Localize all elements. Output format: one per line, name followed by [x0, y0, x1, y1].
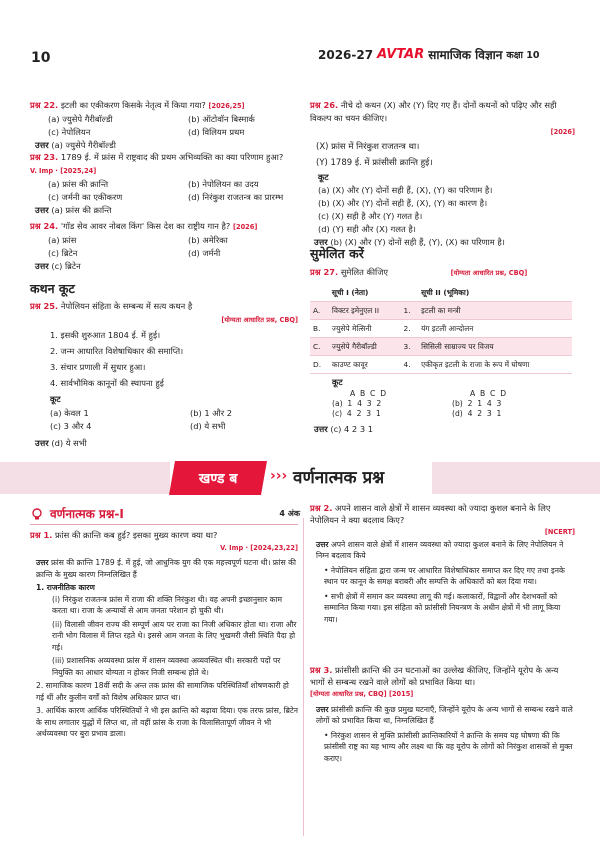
- answer-intro: फ्रांसीसी क्रान्ति की कुछ प्रमुख घटनाएँ, जिन्होंने यूरोप के अन्य भागों से सम्बन्ध रखने वाले लोगों को प्रभावित किया था, निम्नलिखित हैं: [316, 704, 573, 725]
- q-tag: [2026]: [550, 128, 575, 136]
- banner-title: वर्णनात्मक प्रश्न: [293, 468, 385, 488]
- q-label: प्रश्न 3.: [310, 665, 333, 675]
- q-text: नेपोलियन संहिता के सम्बन्ध में सत्य कथन है: [60, 301, 193, 311]
- header-subject: सामाजिक विज्ञान: [428, 48, 503, 62]
- question-27: [310, 266, 575, 436]
- option: (c) 4 2 3 1: [332, 409, 381, 418]
- bullet-text: निरंकुश शासन से मुक्ति फ्रांसीसी क्रान्तिकारियों ने क्रान्ति के समय यह घोषणा की कि फ्रांसीसी राष्ट्र का यह भाग्य और लक्ष्य था कि वह यूरोप के लोगों को निरंकुश शासकों से मुक्त कराए।: [324, 730, 573, 763]
- koot-label: कूट: [50, 394, 61, 404]
- option: (c) 3 और 4: [50, 421, 92, 431]
- answer-label: उत्तर: [35, 205, 49, 215]
- q-tag: [योग्यता आधारित प्रश्न, CBQ]: [450, 269, 528, 277]
- q-label: प्रश्न 25.: [30, 301, 59, 311]
- cell: 1.: [401, 302, 419, 320]
- question-25: [30, 300, 298, 450]
- bullet-point: • निरंकुश शासन से मुक्ति फ्रांसीसी क्रान्तिकारियों ने क्रान्ति के समय यह घोषणा की कि फ्रांसीसी राष्ट्र का यह भाग्य और लक्ष्य था कि वह यूरोप के लोगों को निरंकुश शासकों से मुक्त कराए।: [324, 730, 573, 763]
- q-tag: [NCERT]: [544, 528, 575, 536]
- descriptive-heading-label: वर्णनात्मक प्रश्न-I: [50, 507, 124, 521]
- statement: 2. जन्म आधारित विशेषाधिकार की समाप्ति।: [50, 346, 184, 356]
- answer-label: उत्तर: [314, 237, 328, 247]
- answer-label: उत्तर: [316, 539, 329, 549]
- option: (d) (Y) सही और (X) गलत है।: [318, 224, 416, 234]
- q-label: प्रश्न 24.: [30, 221, 59, 231]
- cell: सिसिली साम्राज्य पर विजय: [418, 338, 572, 356]
- cell: B.: [310, 320, 329, 338]
- descriptive-heading: [30, 505, 300, 522]
- cause-point: 2. सामाजिक कारण 18वीं सदी के अन्त तक फ्रांस की सामाजिक परिस्थितियाँ शोषणकारी हो गई थीं और कुलीन वर्गों को विशेष अधिकार प्राप्त था।: [36, 681, 289, 702]
- question-22: [30, 99, 298, 152]
- cell: C.: [310, 338, 329, 356]
- q-label: प्रश्न 22.: [30, 100, 59, 110]
- statement: 3. संचार प्रणाली में सुधार हुआ।: [50, 362, 146, 372]
- q-text: फ्रांस की क्रान्ति कब हुई? इसका मुख्य कारण क्या था?: [55, 530, 218, 540]
- option: (b) (X) और (Y) दोनों सही हैं, (X), (Y) का कारण है।: [318, 198, 488, 208]
- banner-arrows-icon: ›››: [270, 468, 288, 484]
- option: (a) केवल 1: [50, 408, 89, 418]
- answer-label: उत्तर: [35, 438, 49, 448]
- section-heading-sumelit: सुमेलित करें: [310, 246, 364, 261]
- cell: 2.: [401, 320, 419, 338]
- answer-label: उत्तर: [35, 140, 49, 150]
- cell: इटली का मन्त्री: [418, 302, 572, 320]
- cause-point: (iii) प्रशासनिक अव्यवस्था फ्रांस में शासन व्यवस्था अव्यवस्थित थी। सरकारी पदों पर नियुक्ति का आधार योग्यता न होकर निजी सम्बन्ध होते थे।: [52, 656, 281, 677]
- code-header: A B C D: [470, 389, 507, 398]
- option: (c) ब्रिटेन: [48, 248, 78, 258]
- answer: (a) फ्रांस की क्रान्ति: [51, 205, 112, 215]
- cause-point: (i) निरंकुश राजतन्त्र फ्रांस में राजा की शक्ति निरंकुश थी। वह अपनी इच्छानुसार काम करता था। राजा के अन्यायों से आम जनता परेशान हो चुकी थी।: [52, 594, 282, 615]
- option: (d) 4 2 3 1: [452, 409, 502, 418]
- option: (c) नेपोलियन: [48, 127, 91, 137]
- brand-logo: AVTAR: [377, 47, 425, 62]
- q-text: नीचे दो कथन (X) और (Y) दिए गए हैं। दोनों कथनों को पढ़िए और सही विकल्प का चयन कीजिए।: [310, 100, 557, 123]
- option: (b) 2 1 4 3: [452, 399, 502, 408]
- option: (c) जर्मनी का एकीकरण: [48, 192, 123, 202]
- col-header: सूची I (नेता): [329, 284, 401, 302]
- answer: (d) ये सभी: [51, 438, 87, 448]
- cell: ज्युसेपे गैरीबॉल्डी: [329, 338, 401, 356]
- q-label: प्रश्न 1.: [30, 530, 53, 540]
- q-text: सुमेलित कीजिए: [340, 267, 388, 277]
- q-text: 1789 ई. में फ्रांस में राष्ट्रवाद की प्रथम अभिव्यक्ति का क्या परिणाम हुआ?: [60, 152, 284, 162]
- question-26: [310, 99, 575, 249]
- desc-question-1: [30, 530, 298, 740]
- answer-label: उत्तर: [35, 261, 49, 271]
- option: (b) 1 और 2: [190, 408, 233, 418]
- option: (a) फ्रांस: [48, 235, 77, 245]
- q-tag: [योग्यता आधारित प्रश्न, CBQ] [2015]: [310, 690, 414, 698]
- q-tag: [योग्यता आधारित प्रश्न, CBQ]: [221, 316, 298, 324]
- cause-point: (ii) विलासी जीवन राज्य की सम्पूर्ण आय पर राजा का निजी अधिकार होता था। राजा और रानी भोग विलास में लिप्त रहते थे। इससे आम जनता के लिए भुखमरी जैसी स्थिति पैदा हो गई।: [52, 619, 297, 652]
- option: (b) ऑटोवॉन बिस्मार्क: [188, 114, 255, 124]
- col-header: सूची II (भूमिका): [418, 284, 572, 302]
- q-tag: [2026]: [232, 223, 258, 231]
- column-divider: [303, 518, 304, 836]
- cell: 3.: [401, 338, 419, 356]
- bullet-text: सभी क्षेत्रों में समान कर व्यवस्था लागू की गई। कलाकारों, विद्वानों और देशभक्तों को सम्मानित किया गया। इस संहिता को फ्रांसीसी नियन्त्रण के अधीन क्षेत्रों में भी लागू किया गया।: [324, 591, 561, 624]
- answer-intro: फ्रांस की क्रान्ति 1789 ई. में हुई, जो आधुनिक युग की एक महत्त्वपूर्ण घटना थी। फ्रांस की क्रान्ति के मुख्य कारण निम्नलिखित हैं: [36, 558, 296, 579]
- option: (c) (X) सही है और (Y) गलत है।: [318, 211, 423, 221]
- option: (a) ज्युसेपे गैरीबॉल्डी: [48, 114, 113, 124]
- section-heading-kathan: कथन कूट: [30, 281, 75, 296]
- option: (a) 1 4 3 2: [332, 399, 382, 408]
- answer: (b) (X) और (Y) दोनों सही हैं, (Y), (X) का परिणाम है।: [330, 237, 505, 247]
- statement-y: (Y) 1789 ई. में फ्रांसीसी क्रान्ति हुई।: [316, 158, 433, 168]
- q-text: अपने शासन वाले क्षेत्रों में शासन व्यवस्था को ज्यादा कुशल बनाने के लिए नेपोलियन ने क्या बदलाव किए?: [310, 503, 551, 525]
- koot-label: कूट: [318, 172, 329, 182]
- khand-label: खण्ड ब: [198, 470, 238, 487]
- answer-label: उत्तर: [316, 704, 329, 714]
- option: (b) अमेरिका: [188, 235, 228, 245]
- cell: विक्टर इमेनुएल II: [329, 302, 401, 320]
- banner-band-right: [432, 462, 600, 494]
- option: (a) (X) और (Y) दोनों सही हैं, (X), (Y) का परिणाम है।: [318, 185, 493, 195]
- q-label: प्रश्न 2.: [310, 503, 333, 513]
- header-class: कक्षा 10: [506, 50, 540, 61]
- cell: एकीकृत इटली के राजा के रूप में घोषणा: [418, 356, 572, 374]
- running-header: [318, 46, 540, 63]
- option: (d) निरंकुश राजतन्त्र का प्रारम्भ: [188, 192, 284, 202]
- cell: यंग इटली आन्दोलन: [418, 320, 572, 338]
- bullet-point: • सभी क्षेत्रों में समान कर व्यवस्था लागू की गई। कलाकारों, विद्वानों और देशभक्तों को सम्मानित किया गया। इस संहिता को फ्रांसीसी नियन्त्रण के अधीन क्षेत्रों में भी लागू किया गया।: [324, 591, 561, 624]
- q-label: प्रश्न 23.: [30, 152, 59, 162]
- header-year: 2026-27: [318, 47, 374, 62]
- q-tag: [2026,25]: [208, 102, 245, 110]
- desc-question-2: [310, 503, 575, 625]
- answer-label: उत्तर: [36, 558, 49, 567]
- q-label: प्रश्न 27.: [310, 267, 339, 277]
- bullet-point: • नेपोलियन संहिता द्वारा जन्म पर आधारित विशेषाधिकार समाप्त कर दिए गए तथा इनके स्थान पर कानून के समक्ष बराबरी और सम्पत्ति के अधिकारों को बल दिया गया।: [324, 565, 565, 586]
- answer: (c) ब्रिटेन: [51, 261, 81, 271]
- answer-intro: अपने शासन वाले क्षेत्रों में शासन व्यवस्था को ज्यादा कुशल बनाने के लिए नेपोलियन ने निम्न बदलाव किये: [316, 539, 564, 560]
- question-24: [30, 220, 298, 273]
- statement: 1. इसकी शुरुआत 1804 ई. में हुई।: [50, 330, 161, 340]
- cell: 4.: [401, 356, 419, 374]
- option: (d) ये सभी: [190, 421, 226, 431]
- cause-heading: 1. राजनीतिक कारण: [36, 583, 95, 592]
- match-table: [310, 284, 572, 374]
- answer: (c) 4 2 3 1: [330, 424, 374, 434]
- statement-x: (X) फ्रांस में निरंकुश राजतन्त्र था।: [316, 142, 420, 152]
- cause-point: 3. आर्थिक कारण आर्थिक परिस्थितियों ने भी इस क्रान्ति को बढ़ावा दिया। एक तरफ फ्रांस, ब्रिटेन के साथ लगातार युद्धों में लिप्त था, तो वहीं फ्रांस के राजा के विलासितापूर्ण जीवन ने भी अर्थव्यवस्था पर बुरा प्रभाव डाला।: [36, 706, 299, 738]
- koot-label: कूट: [332, 377, 343, 387]
- answer: (a) ज्युसेपे गैरीबॉल्डी: [51, 140, 116, 150]
- marks-label: 4 अंक: [279, 509, 300, 518]
- answer-label: उत्तर: [314, 424, 328, 434]
- page-number: 10: [31, 50, 51, 66]
- q-tag: V. Imp · [2024,23,22]: [220, 543, 298, 552]
- cell: काउण्ट कावूर: [329, 356, 401, 374]
- q-label: प्रश्न 26.: [310, 100, 339, 110]
- lightbulb-icon: [30, 507, 44, 521]
- option: (a) फ्रांस की क्रान्ति: [48, 179, 109, 189]
- statement: 4. सार्वभौमिक कानूनों की स्थापना हुई: [50, 378, 164, 388]
- q-tag: V. Imp · [2025,24]: [30, 167, 97, 175]
- option: (b) नेपोलियन का उदय: [188, 179, 259, 189]
- question-23: [30, 151, 298, 217]
- code-header: A B C D: [350, 389, 387, 398]
- heading-underline: [30, 524, 298, 525]
- q-text: इटली का एकीकरण किसके नेतृत्व में किया गया?: [60, 100, 206, 110]
- cell: D.: [310, 356, 329, 374]
- q-text: फ्रांसीसी क्रान्ति की उन घटनाओं का उल्लेख कीजिए, जिन्होंने यूरोप के अन्य भागों से सम्बन्ध रखने वाले लोगों को प्रभावित किया था।: [310, 665, 559, 687]
- section-khand-badge: [169, 461, 267, 495]
- desc-question-3: [310, 665, 575, 764]
- q-text: 'गॉड सेव आवर नोबल किंग' किस देश का राष्ट्रीय गान है?: [60, 221, 231, 231]
- cell: A.: [310, 302, 329, 320]
- cell: ज्युसेपे मेत्सिनी: [329, 320, 401, 338]
- option: (d) जर्मनी: [188, 248, 221, 258]
- banner-band-left: [0, 462, 170, 494]
- bullet-text: नेपोलियन संहिता द्वारा जन्म पर आधारित विशेषाधिकार समाप्त कर दिए गए तथा इनके स्थान पर कानून के समक्ष बराबरी और सम्पत्ति के अधिकारों को बल दिया गया।: [324, 565, 565, 586]
- option: (d) विलियम प्रथम: [188, 127, 245, 137]
